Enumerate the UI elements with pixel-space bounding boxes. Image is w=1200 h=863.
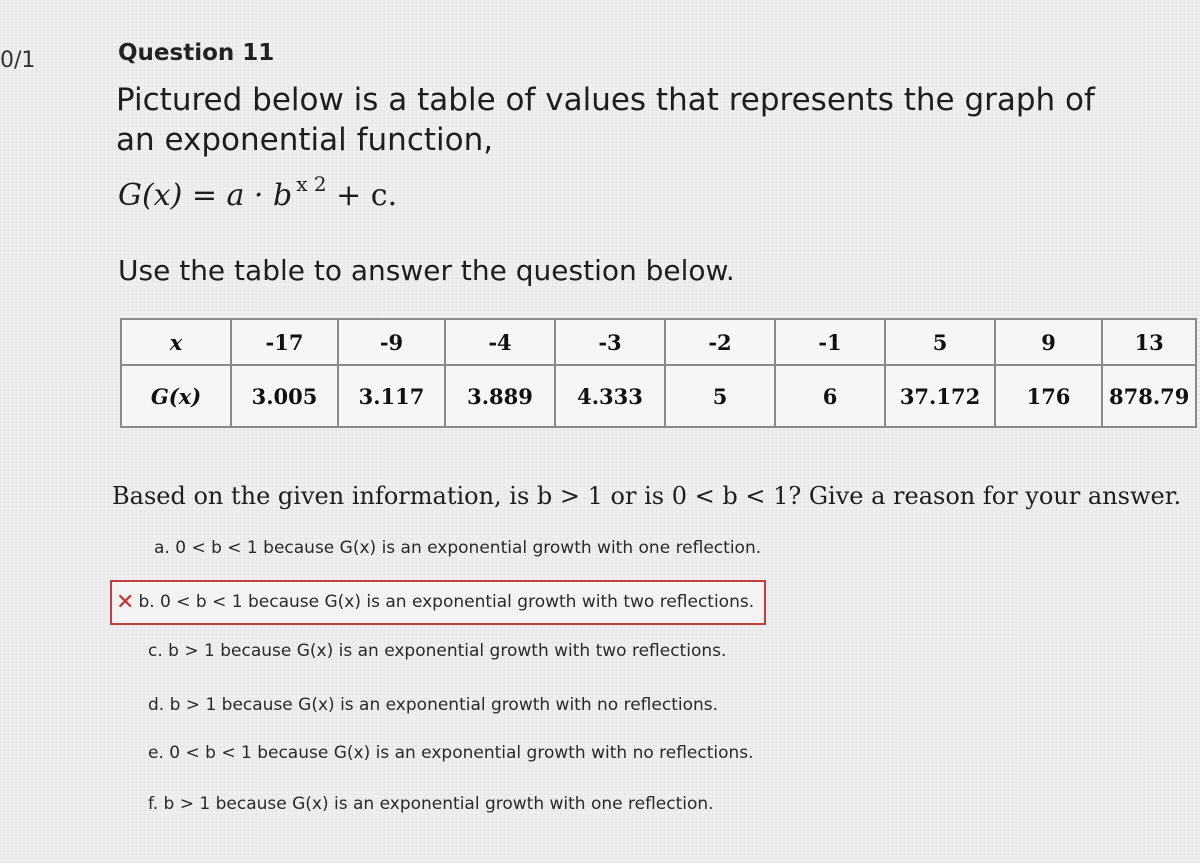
formula-rhs: + c. <box>336 178 398 213</box>
question-body: Pictured below is a table of values that represents the graph of an exponential function, <box>116 82 1095 158</box>
instruction-text: Use the table to answer the question below. <box>118 254 735 287</box>
question-prompt: Based on the given information, is b > 1 or is 0 < b < 1? Give a reason for your answer. <box>112 482 1182 510</box>
table-cell: 5 <box>885 319 995 365</box>
choice-b[interactable] <box>110 580 766 625</box>
choice-f[interactable]: f. b > 1 because G(x) is an exponential growth with one reflection. <box>148 794 714 814</box>
table-cell: 878.79 <box>1102 365 1196 427</box>
table-cell: 3.889 <box>445 365 555 427</box>
choice-c[interactable]: c. b > 1 because G(x) is an exponential growth with two reflections. <box>148 641 727 661</box>
choice-e[interactable]: e. 0 < b < 1 because G(x) is an exponential growth with no reflections. <box>148 743 754 763</box>
table-cell: -9 <box>338 319 445 365</box>
question-title: Question 11 <box>118 40 275 66</box>
formula-exponent: x 2 <box>296 172 327 196</box>
table-cell: -2 <box>665 319 775 365</box>
formula-lhs: G(x) = a · b <box>118 178 293 213</box>
choice-b-label: b. 0 < b < 1 because G(x) is an exponential growth with two reflections. <box>138 592 755 612</box>
table-row-x <box>121 319 1196 365</box>
table-cell: 5 <box>665 365 775 427</box>
wrong-x-icon: ✕ <box>116 590 135 615</box>
table-header-x: x <box>121 319 231 365</box>
table-header-gx: G(x) <box>121 365 231 427</box>
table-row-gx <box>121 365 1196 427</box>
table-cell: 13 <box>1102 319 1196 365</box>
choice-a[interactable]: a. 0 < b < 1 because G(x) is an exponential growth with one reflection. <box>154 538 762 558</box>
table-cell: 3.117 <box>338 365 445 427</box>
table-cell: 9 <box>995 319 1102 365</box>
table-cell: 176 <box>995 365 1102 427</box>
table-cell: 3.005 <box>231 365 338 427</box>
table-cell: -4 <box>445 319 555 365</box>
values-table <box>120 318 1197 428</box>
score-label: 0/1 <box>0 48 36 73</box>
table-cell: -3 <box>555 319 665 365</box>
table-cell: 4.333 <box>555 365 665 427</box>
table-cell: 6 <box>775 365 885 427</box>
choice-d[interactable]: d. b > 1 because G(x) is an exponential growth with no reflections. <box>148 695 719 715</box>
formula <box>118 172 398 213</box>
table-cell: -17 <box>231 319 338 365</box>
table-cell: -1 <box>775 319 885 365</box>
table-cell: 37.172 <box>885 365 995 427</box>
